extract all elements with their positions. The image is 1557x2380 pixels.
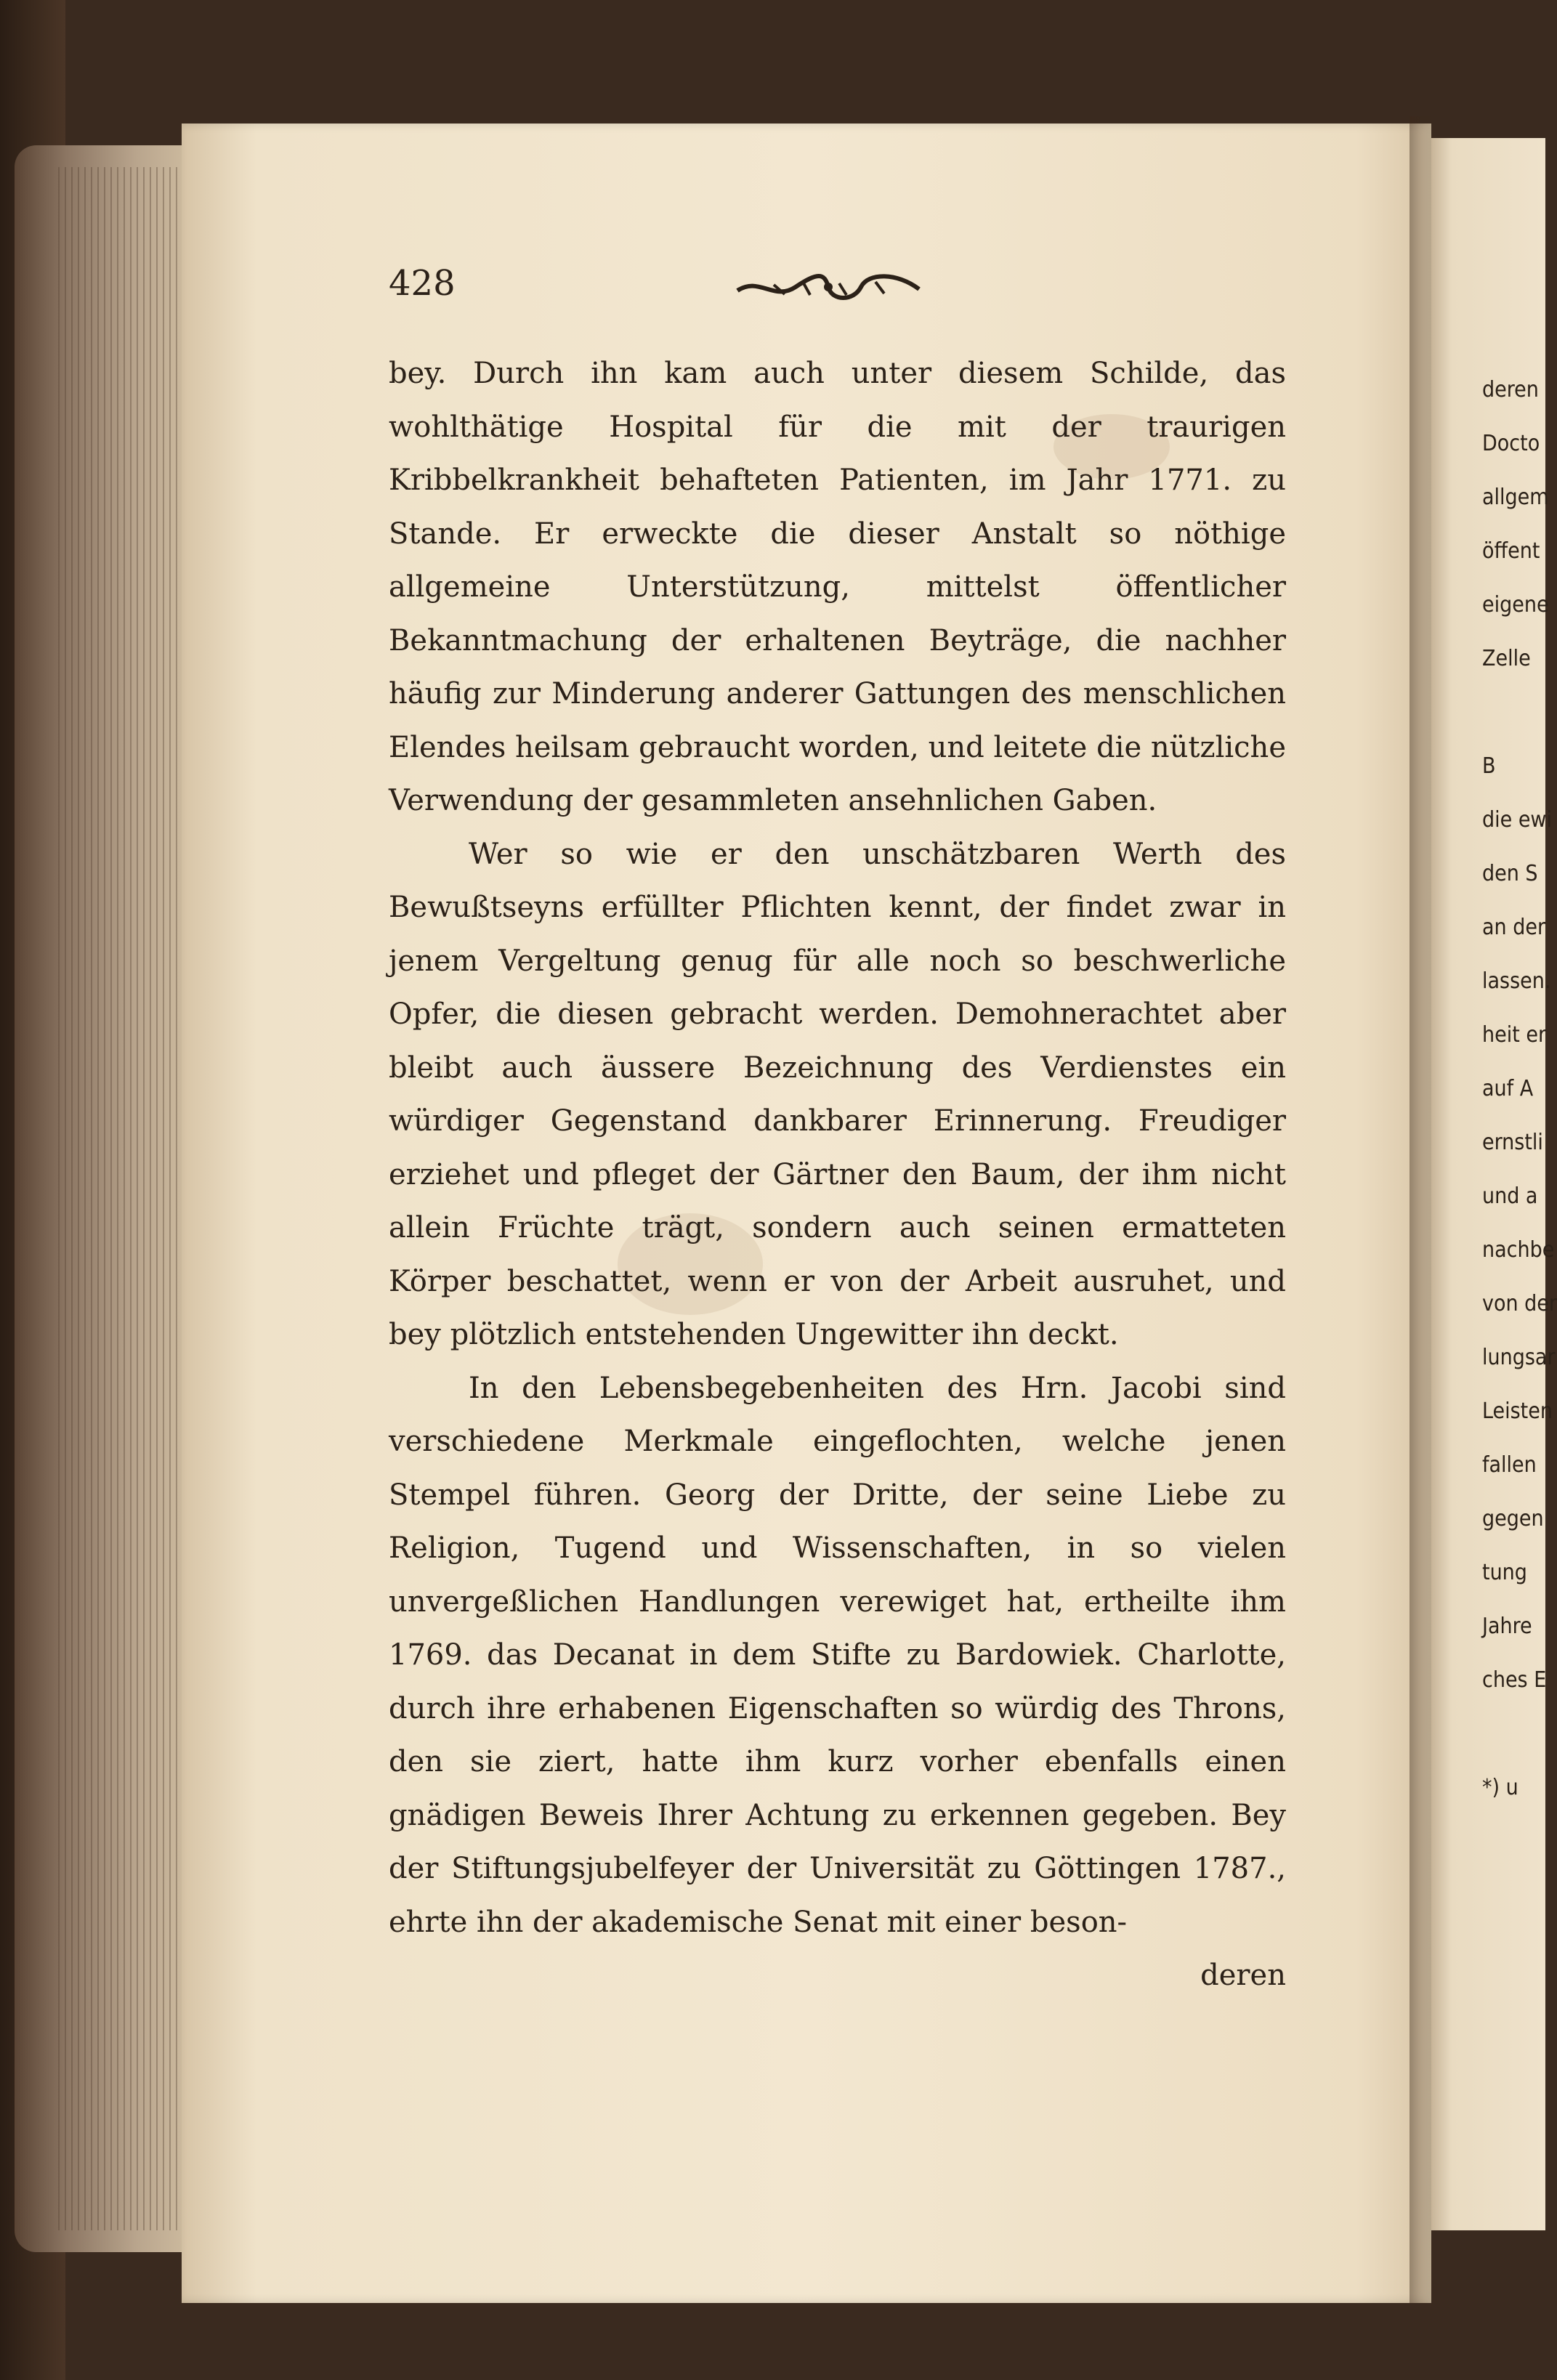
facing-page-line: ches E xyxy=(1482,1667,1547,1693)
page-number: 428 xyxy=(389,263,456,304)
facing-page-line: fallen xyxy=(1482,1452,1537,1478)
facing-page-line: auf A xyxy=(1482,1076,1534,1101)
facing-page-line: Zelle xyxy=(1482,646,1531,671)
facing-page-line: an der xyxy=(1482,915,1546,940)
facing-page-line: öffent xyxy=(1482,538,1540,564)
facing-page-line: deren xyxy=(1482,377,1539,402)
facing-page-line: den S xyxy=(1482,861,1538,886)
facing-page-line: lungsar xyxy=(1482,1345,1556,1370)
flourish-ornament-icon xyxy=(730,269,926,305)
paragraph-3: In den Lebensbegebenheiten des Hrn. Jacobi sind verschiedene Merkmale eingeflochten, welche jenen Stempel führen. Georg der Dritte, der seine Liebe zu Religion, Tugend und Wissenschaften, in so vielen unvergeßlichen Handlungen verewiget hat, ertheilte ihm 1769. das Decanat in dem Stifte zu Bardowiek. Charlotte, durch ihre erhabenen Eigenschaften so würdig des Throns, den sie ziert, hatte ihm kurz vorher ebenfalls einen gnädigen Beweis Ihrer Achtung zu erkennen gegeben. Bey der Stiftungsjubelfeyer der Universität zu Göttingen 1787., ehrte ihn der akademische Senat mit einer beson- xyxy=(389,1371,1286,1939)
book-gutter xyxy=(1410,116,1431,2303)
paragraph-2: Wer so wie er den unschätzbaren Werth des Bewußtseyns erfüllter Pflichten kennt, der findet zwar in jenem Vergeltung genug für alle noch so beschwerliche Opfer, die diesen gebracht werden. Demohnerachtet aber bleibt auch äussere Bezeichnung des Verdienstes ein würdiger Gegenstand dankbarer Erinnerung. Freudiger erziehet und pfleget der Gärtner den Baum, der ihm nicht allein Früchte trägt, sondern auch seinen ermatteten Körper beschattet, wenn er von der Arbeit ausruhet, und bey plötzlich entstehenden Ungewitter ihn deckt. xyxy=(389,837,1286,1351)
facing-page-line: tung xyxy=(1482,1560,1527,1585)
page-header xyxy=(389,263,1286,314)
facing-page-line: nachbe xyxy=(1482,1237,1555,1263)
facing-page-line: von der xyxy=(1482,1291,1557,1316)
facing-page-line: B xyxy=(1482,753,1496,779)
facing-page-line: und a xyxy=(1482,1183,1538,1209)
facing-page-line: Jahre xyxy=(1482,1614,1532,1639)
facing-page-line: lassen. xyxy=(1482,968,1551,994)
facing-page-line: ernstli xyxy=(1482,1130,1543,1155)
facing-page-line: Leisten xyxy=(1482,1399,1553,1424)
catchword: deren xyxy=(1200,1959,1286,1992)
facing-page-line: *) u xyxy=(1482,1775,1518,1800)
facing-page-line: allgem xyxy=(1482,485,1549,510)
facing-page-line: Docto xyxy=(1482,431,1540,456)
page-edges xyxy=(58,167,196,2230)
facing-page-line: heit er xyxy=(1482,1022,1547,1048)
facing-page-line: die ewi xyxy=(1482,807,1553,833)
facing-page-text xyxy=(1482,363,1557,1815)
facing-page-line xyxy=(1482,686,1545,740)
paragraph-1: bey. Durch ihn kam auch unter diesem Schilde, das wohlthätige Hospital für die mit der traurigen Kribbelkrankheit behafteten Patienten, im Jahr 1771. zu Stande. Er erweckte die dieser Anstalt so nöthige allgemeine Unterstützung, mittelst öffentlicher Bekanntmachung der erhaltenen Beyträge, die nachher häufig zur Minderung anderer Gattungen des menschlichen Elendes heilsam gebraucht worden, und leitete die nützliche Verwendung der gesammleten ansehnlichen Gaben. xyxy=(389,357,1286,817)
facing-page-line xyxy=(1482,1707,1545,1761)
facing-page-line: eigene xyxy=(1482,592,1549,618)
facing-page-line: gegen xyxy=(1482,1506,1544,1531)
body-text xyxy=(389,347,1286,2003)
